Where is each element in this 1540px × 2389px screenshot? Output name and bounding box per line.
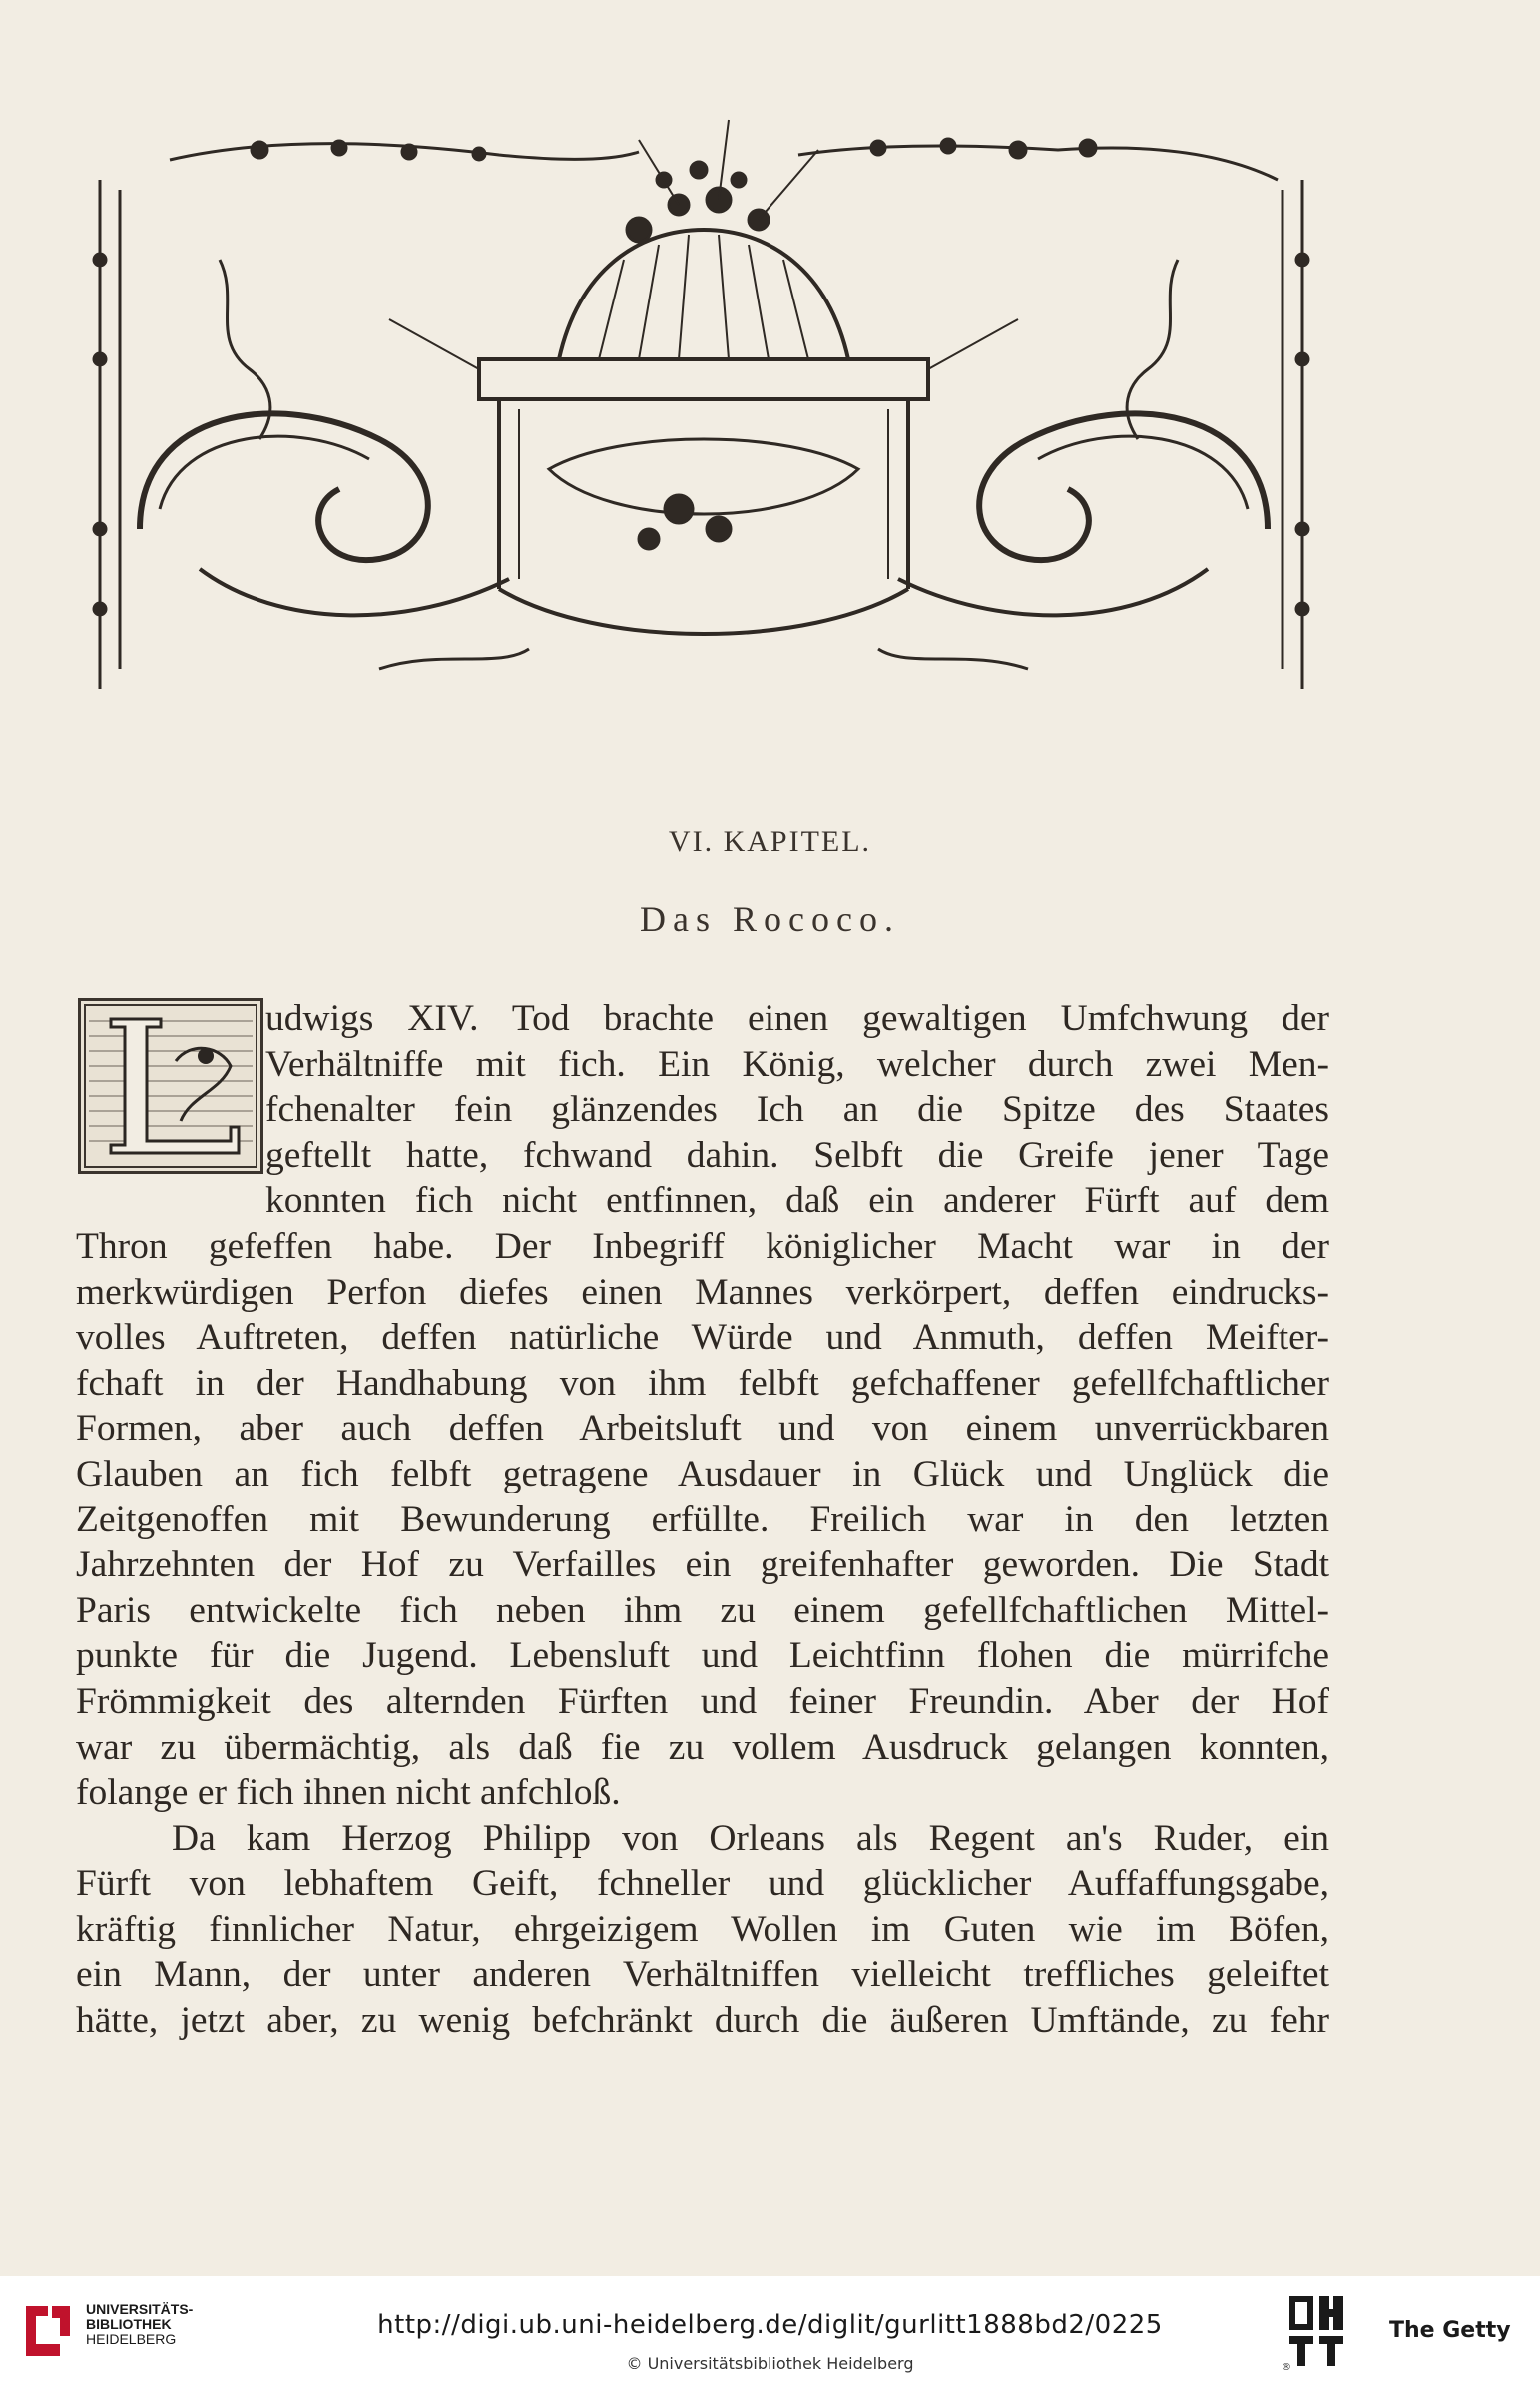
chapter-title: Das Rococo. [640,899,900,939]
text-line: Da kam Herzog Philipp von Orleans als Regent an's Ruder, ein [172,1817,1329,1859]
text-line: ein Mann, der unter anderen Verhältniffen vielleicht treffliches geleiftet [76,1954,1329,1996]
rococo-headpiece-ornament [80,110,1327,699]
text-line: Verhältniffe mit fich. Ein König, welcher durch zwei Men- [265,1043,1329,1085]
text-line: fchaft in der Handhabung von ihm felbft gefchaffener gefellfchaftlicher [76,1362,1329,1404]
paragraph-1 [76,996,1329,1816]
text-line: fchenalter fein glänzendes Ich an die Spitze des Staates [265,1089,1329,1131]
permalink-url[interactable]: http://digi.ub.uni-heidelberg.de/diglit/gurlitt1888bd2/0225 [377,2310,1163,2340]
text-line: Thron gefeffen habe. Der Inbegriff königlicher Macht war in der [76,1225,1329,1267]
copyright-notice: © Universitätsbibliothek Heidelberg [626,2354,914,2373]
library-name-line-2: BIBLIOTHEK [86,2316,172,2332]
text-line: folange er fich ihnen nicht anfchloß. [76,1772,621,1814]
text-line: Glauben an fich felbft getragene Ausdauer in Glück und Unglück die [76,1453,1329,1494]
library-city: HEIDELBERG [86,2331,177,2347]
viewer-footer [0,2276,1540,2389]
text-line: Formen, aber auch deffen Arbeitsluft und von einem unverrückbaren [76,1408,1329,1450]
text-line: war zu übermächtig, als daß fie zu vollem Ausdruck gelangen konnten, [76,1726,1329,1768]
getty-wordmark: The Getty [1389,2318,1511,2343]
chapter-heading: VI. KAPITEL. [668,825,872,858]
text-line: Fürft von lebhaftem Geift, fchneller und glücklicher Auffaffungsgabe, [76,1863,1329,1905]
chapter-body-text [76,996,1329,2044]
library-name-line-1: UNIVERSITÄTS- [86,2301,194,2317]
text-line: Zeitgenoffen mit Bewunderung erfüllte. Freilich war in den letzten [76,1498,1329,1540]
registered-mark: ® [1282,2362,1291,2373]
text-line: kräftig finnlicher Natur, ehrgeizigem Wollen im Guten wie im Böfen, [76,1908,1329,1950]
text-line: volles Auftreten, deffen natürliche Würde und Anmuth, deffen Meifter- [76,1317,1329,1359]
text-line: udwigs XIV. Tod brachte einen gewaltigen Umfchwung der [265,998,1329,1039]
text-line: merkwürdigen Perfon diefes einen Mannes verkörpert, deffen eindrucks- [76,1271,1329,1313]
text-line: Jahrzehnten der Hof zu Verfailles ein greifenhafter geworden. Die Stadt [76,1544,1329,1586]
text-line: geftellt hatte, fchwand dahin. Selbft die Greife jener Tage [265,1134,1329,1176]
text-line: punkte für die Jugend. Lebensluft und Leichtfinn flohen die mürrifche [76,1635,1329,1677]
getty-logo-icon [1287,2294,1347,2370]
text-line: Paris entwickelte fich neben ihm zu einem gefellfchaftlichen Mittel- [76,1589,1329,1631]
paragraph-2 [76,1816,1329,2044]
text-line: hätte, jetzt aber, zu wenig befchränkt durch die äußeren Umftände, zu fehr [76,2000,1329,2042]
text-line: konnten fich nicht entfinnen, daß ein anderer Fürft auf dem [265,1180,1329,1222]
text-line: Frömmigkeit des alternden Fürften und feiner Freundin. Aber der Hof [76,1680,1329,1722]
